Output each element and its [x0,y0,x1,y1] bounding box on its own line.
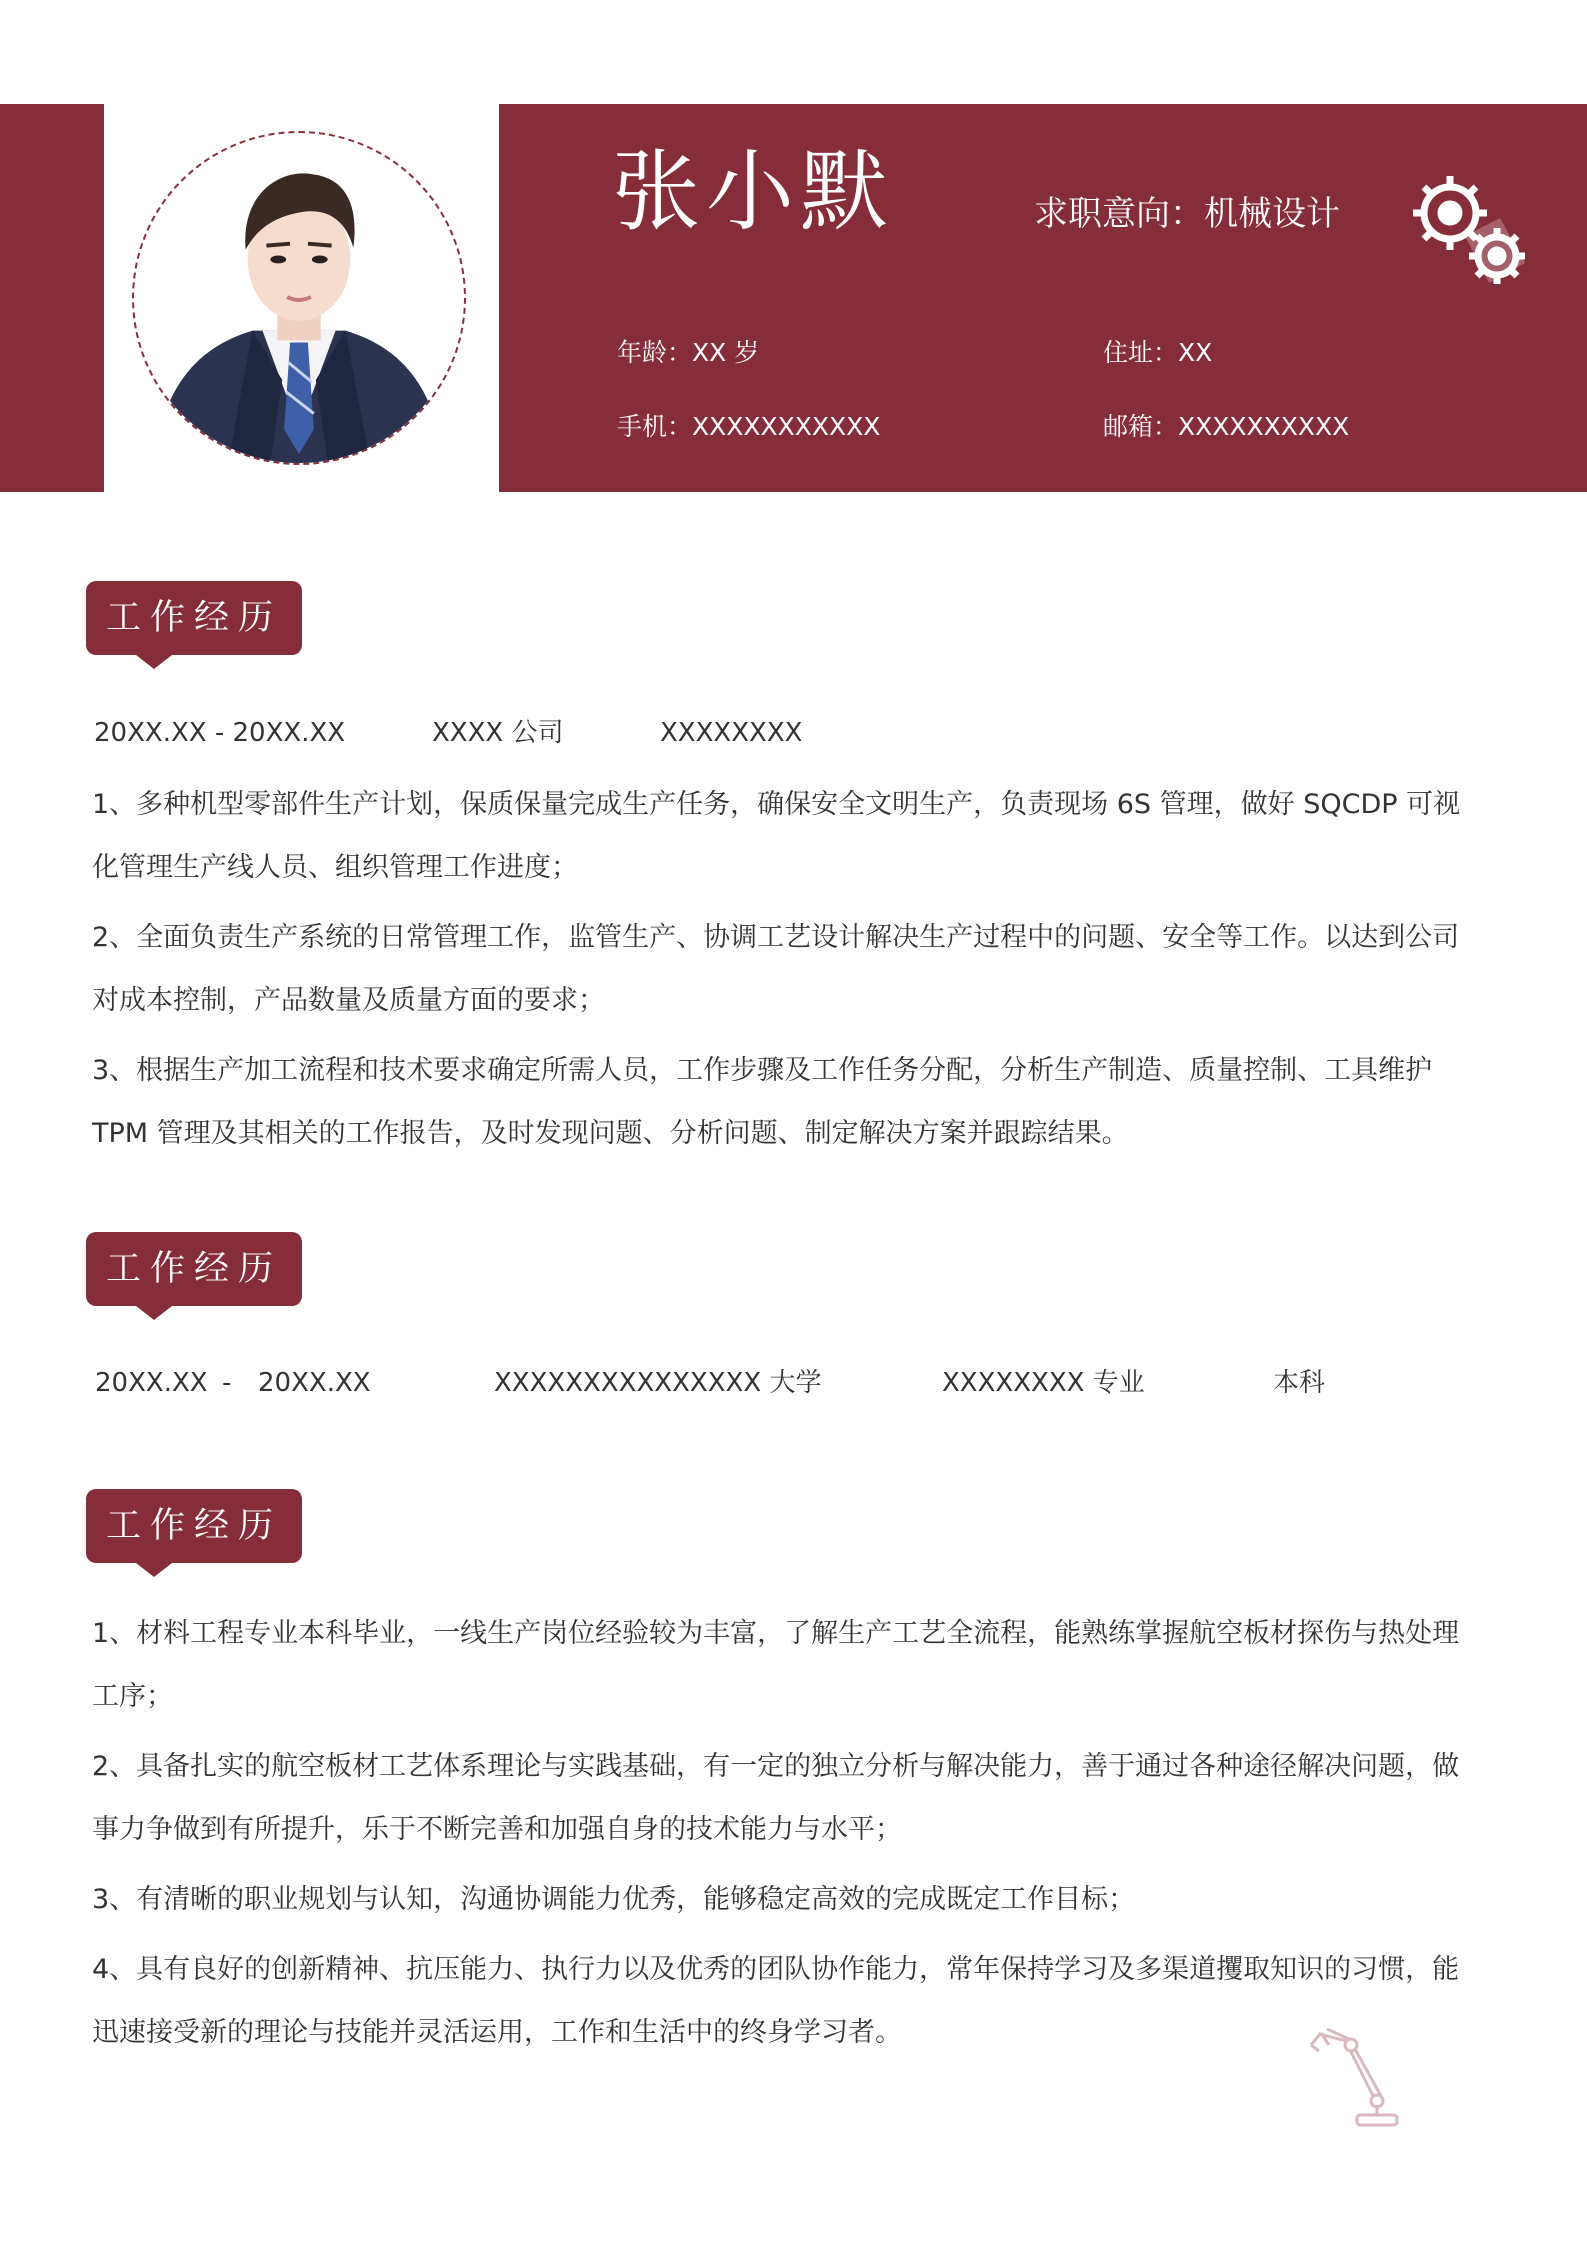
avatar-portrait [134,133,464,463]
work-item: 3、根据生产加工流程和技术要求确定所需人员，工作步骤及工作任务分配，分析生产制造、质量控制、工具维护 TPM 管理及其相关的工作报告，及时发现问题、分析问题、制定解决方案并跟踪结果。 [92,1055,1433,1149]
email-info: 邮箱：XXXXXXXXXX [1103,412,1350,441]
education-period-end: 20XX.XX [258,1368,371,1398]
robot-arm-icon [1305,2025,1415,2130]
left-accent-bar [0,104,104,492]
work-position: XXXXXXXX [660,718,803,748]
job-intent: 求职意向：机械设计 [1034,194,1340,234]
education-entry [0,1370,1587,1404]
section-title-work: 工作经历 [86,581,302,655]
work-period: 20XX.XX - 20XX.XX [94,718,346,748]
work-company: XXXX 公司 [432,718,564,748]
work-entry-header [0,720,1587,754]
education-period-start: 20XX.XX [95,1368,208,1398]
work-item: 2、全面负责生产系统的日常管理工作，监管生产、协调工艺设计解决生产过程中的问题、安全等工作。以达到公司对成本控制，产品数量及质量方面的要求； [92,922,1460,1016]
evaluation-item: 3、有清晰的职业规划与认知，沟通协调能力优秀，能够稳定高效的完成既定工作目标； [92,1884,1136,1915]
education-degree: 本科 [1273,1368,1326,1398]
evaluation-item: 1、材料工程专业本科毕业，一线生产岗位经验较为丰富，了解生产工艺全流程，能熟练掌握航空板材探伤与热处理工序； [92,1618,1460,1712]
section-title-evaluation: 工作经历 [86,1489,302,1563]
work-item: 1、多种机型零部件生产计划，保质保量完成生产任务，确保安全文明生产，负责现场 6S 管理，做好 SQCDP 可视化管理生产线人员、组织管理工作进度； [92,789,1461,883]
avatar [132,131,466,465]
age-info: 年龄：XX 岁 [617,338,760,367]
phone-info: 手机：XXXXXXXXXXX [617,412,881,441]
candidate-name: 张小默 [612,140,895,243]
education-major: XXXXXXXX 专业 [942,1368,1145,1398]
evaluation-item: 4、具有良好的创新精神、抗压能力、执行力以及优秀的团队协作能力，常年保持学习及多渠道攫取知识的习惯，能迅速接受新的理论与技能并灵活运用，工作和生活中的终身学习者。 [92,1954,1460,2048]
evaluation-item: 2、具备扎实的航空板材工艺体系理论与实践基础，有一定的独立分析与解决能力，善于通过各种途径解决问题，做事力争做到有所提升，乐于不断完善和加强自身的技术能力与水平； [92,1751,1460,1845]
section-title-education: 工作经历 [86,1232,302,1306]
gears-icon [1405,168,1535,293]
education-school: XXXXXXXXXXXXXXX 大学 [494,1368,822,1398]
address-info: 住址：XX [1103,338,1213,367]
education-period-dash: - [222,1368,232,1398]
